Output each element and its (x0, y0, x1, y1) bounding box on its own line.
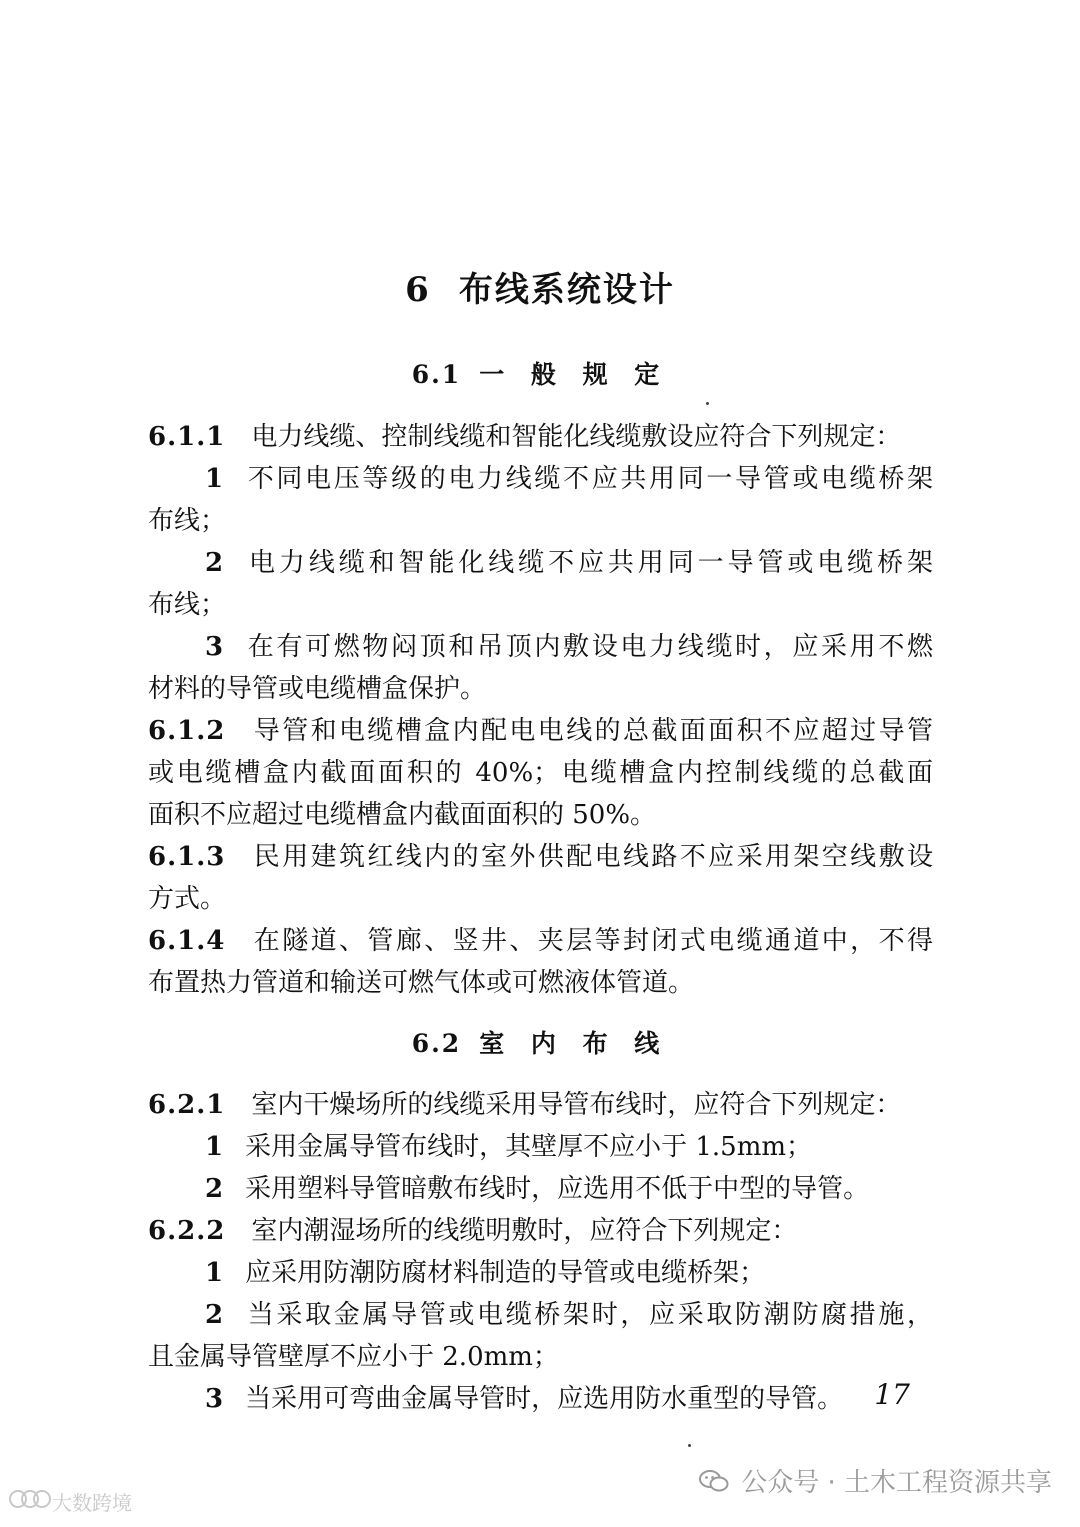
clause-text: 民用建筑红线内的室外供配电线路不应采用架空线敷设 (251, 842, 933, 872)
list-item (205, 626, 933, 668)
clause-6-1-1 (148, 416, 933, 458)
clause-6-2-2 (148, 1210, 933, 1252)
item-text: 电力线缆和智能化线缆不应共用同一导管或电缆桥架 (245, 548, 933, 578)
chapter-heading: 布线系统设计 (458, 270, 675, 310)
list-item (205, 1378, 933, 1420)
clause-text: 室内干燥场所的线缆采用导管布线时，应符合下列规定： (251, 1090, 902, 1120)
watermark-account (699, 1462, 1052, 1499)
clause-continuation: 方式。 (148, 884, 227, 914)
brand-text: 大数跨境 (52, 1491, 132, 1515)
page-number: 17 (874, 1378, 910, 1411)
watermark-brand (8, 1487, 132, 1516)
item-continuation: 材料的导管或电缆槽盒保护。 (148, 674, 487, 704)
clause-number: 6.1.2 (148, 716, 226, 746)
list-item (205, 1168, 933, 1210)
item-text: 当采取金属导管或电缆桥架时，应采取防潮防腐措施， (245, 1300, 933, 1330)
section-heading: 室 内 布 线 (479, 1029, 669, 1058)
chapter-number: 6 (405, 270, 431, 310)
item-text: 不同电压等级的电力线缆不应共用同一导管或电缆桥架 (245, 464, 933, 494)
item-number: 3 (205, 632, 224, 662)
clause-continuation: 或电缆槽盒内截面面积的 40%；电缆槽盒内控制线缆的总截面 (148, 758, 933, 788)
item-number: 1 (205, 1132, 224, 1162)
item-continuation: 且金属导管壁厚不应小于 2.0mm； (148, 1342, 559, 1372)
clause-6-1-2 (148, 710, 933, 752)
item-continuation: 布线； (148, 590, 227, 620)
wechat-icon (699, 1469, 729, 1493)
item-number: 2 (205, 1300, 224, 1330)
list-item (205, 542, 933, 584)
item-text: 应采用防潮防腐材料制造的导管或电缆桥架； (245, 1258, 766, 1288)
clause-text: 室内潮湿场所的线缆明敷时，应符合下列规定： (251, 1216, 798, 1246)
scan-speck (688, 1444, 691, 1447)
list-item (205, 1294, 933, 1336)
item-number: 3 (205, 1384, 224, 1414)
brand-logo-icon (8, 1488, 52, 1515)
scan-speck (706, 402, 709, 405)
list-item (205, 1126, 933, 1168)
item-number: 1 (205, 464, 224, 494)
item-number: 1 (205, 1258, 224, 1288)
item-number: 2 (205, 1174, 224, 1204)
clause-text: 导管和电缆槽盒内配电电线的总截面面积不应超过导管 (251, 716, 933, 746)
section-title-6-1 (0, 355, 1080, 391)
item-text: 采用金属导管布线时，其壁厚不应小于 1.5mm； (245, 1132, 813, 1162)
item-continuation: 布线； (148, 506, 227, 536)
clause-continuation: 面积不应超过电缆槽盒内截面面积的 50%。 (148, 800, 657, 830)
clause-text: 在隧道、管廊、竖井、夹层等封闭式电缆通道中，不得 (251, 926, 933, 956)
watermark-text: 公众号 · 土木工程资源共享 (741, 1468, 1052, 1498)
item-text: 当采用可弯曲金属导管时，应选用防水重型的导管。 (245, 1384, 844, 1414)
list-item (205, 1252, 933, 1294)
list-item (205, 458, 933, 500)
clause-6-2-1 (148, 1084, 933, 1126)
section-number: 6.1 (411, 360, 462, 389)
item-number: 2 (205, 548, 224, 578)
clause-number: 6.1.1 (148, 422, 226, 452)
chapter-title (0, 262, 1080, 311)
clause-continuation: 布置热力管道和输送可燃气体或可燃液体管道。 (148, 968, 695, 998)
clause-number: 6.1.3 (148, 842, 226, 872)
section-heading: 一 般 规 定 (479, 360, 669, 389)
clause-number: 6.2.2 (148, 1216, 226, 1246)
clause-number: 6.2.1 (148, 1090, 226, 1120)
item-text: 在有可燃物闷顶和吊顶内敷设电力线缆时，应采用不燃 (245, 632, 933, 662)
clause-6-1-3 (148, 836, 933, 878)
clause-6-1-4 (148, 920, 933, 962)
clause-text: 电力线缆、控制线缆和智能化线缆敷设应符合下列规定： (251, 422, 902, 452)
section-number: 6.2 (411, 1029, 462, 1058)
clause-number: 6.1.4 (148, 926, 226, 956)
section-title-6-2 (0, 1024, 1080, 1060)
item-text: 采用塑料导管暗敷布线时，应选用不低于中型的导管。 (245, 1174, 870, 1204)
